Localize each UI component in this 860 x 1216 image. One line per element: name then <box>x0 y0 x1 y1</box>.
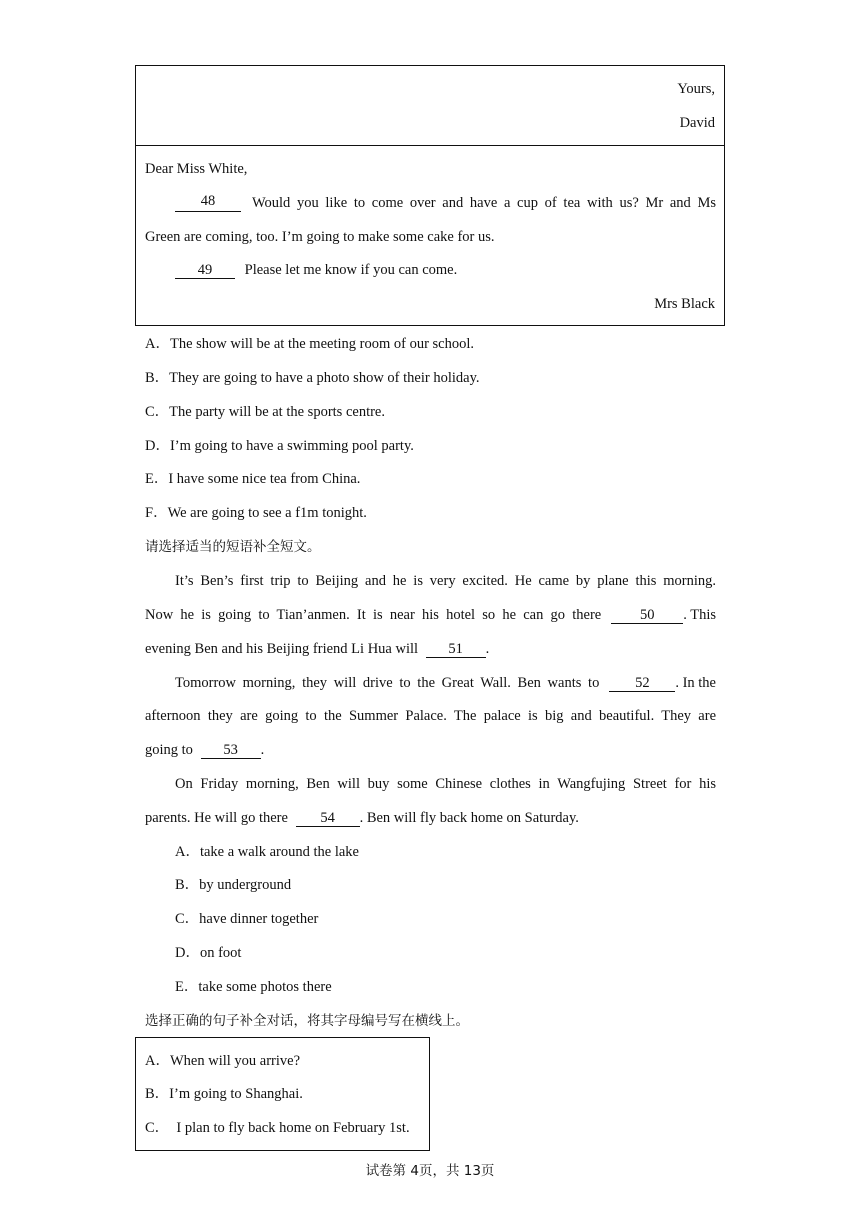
option-b-2: B．by underground <box>175 877 292 893</box>
letter-text-3: Please let me know if you can come. <box>244 262 458 278</box>
option-e-2: E．take some photos there <box>175 979 332 995</box>
blank-53[interactable]: 53 <box>201 743 261 759</box>
passage-text: going to <box>145 742 193 758</box>
option-f-1: F．We are going to see a f1m tonight. <box>145 505 367 521</box>
passage-p2-line1 <box>175 674 716 692</box>
passage-text: . <box>260 742 265 758</box>
option-c-1: C．The party will be at the sports centre. <box>145 404 385 420</box>
blank-50[interactable]: 50 <box>611 608 683 624</box>
option-a-1: A．The show will be at the meeting room of our school. <box>145 336 475 352</box>
passage-text: parents. He will go there <box>145 810 288 826</box>
blank-49[interactable]: 49 <box>175 263 235 279</box>
option-d-2: D．on foot <box>175 945 242 961</box>
passage-p1-line2 <box>145 606 716 624</box>
passage-p1-line3 <box>145 640 489 658</box>
option-d-1: D．I’m going to have a swimming pool party. <box>145 438 414 454</box>
passage-p2-line2: afternoon they are going to the Summer Palace. The palace is big and beautiful. They are <box>145 708 716 724</box>
passage-p2-line3 <box>145 741 264 759</box>
passage-text: . Ben will fly back home on Saturday. <box>359 810 579 826</box>
letter-closing: Yours, <box>677 81 715 97</box>
passage-text: . In the <box>675 675 716 691</box>
option-a-2: A．take a walk around the lake <box>175 844 359 860</box>
letter-line-2: Green are coming, too. I’m going to make some cake for us. <box>145 229 495 245</box>
letter-box-david <box>135 65 725 146</box>
letter-line-1 <box>175 194 716 212</box>
option-b-3: B．I’m going to Shanghai. <box>145 1086 303 1102</box>
blank-48[interactable]: 48 <box>175 194 241 212</box>
letter-signature-david: David <box>679 115 715 131</box>
blank-51[interactable]: 51 <box>426 642 486 658</box>
passage-text: . <box>485 641 490 657</box>
passage-text: Tomorrow morning, they will drive to the Great Wall. Ben wants to <box>175 675 600 691</box>
instruction-dialogue: 选择正确的句子补全对话，将其字母编号写在横线上。 <box>145 1013 469 1029</box>
letter-line-3 <box>175 261 457 279</box>
option-c-3: C． I plan to fly back home on February 1st. <box>145 1120 410 1136</box>
option-e-1: E．I have some nice tea from China. <box>145 471 361 487</box>
passage-text: evening Ben and his Beijing friend Li Hua will <box>145 641 419 657</box>
letter-text-1: Would you like to come over and have a cup of tea with us? Mr and Ms <box>252 195 716 211</box>
option-b-1: B．They are going to have a photo show of their holiday. <box>145 370 480 386</box>
passage-p3-line2 <box>145 809 579 827</box>
page-footer: 试卷第 4页，共 13页 <box>365 1163 495 1179</box>
passage-p3-line1: On Friday morning, Ben will buy some Chinese clothes in Wangfujing Street for his <box>175 776 716 792</box>
passage-text: Now he is going to Tian’anmen. It is near his hotel so he can go there <box>145 607 602 623</box>
option-a-3: A．When will you arrive? <box>145 1053 301 1069</box>
letter-signature-mrs-black: Mrs Black <box>654 296 715 312</box>
passage-text: . This <box>683 607 716 623</box>
blank-52[interactable]: 52 <box>609 676 675 692</box>
option-c-2: C．have dinner together <box>175 911 319 927</box>
letter-greeting: Dear Miss White, <box>145 161 248 177</box>
instruction-phrases: 请选择适当的短语补全短文。 <box>145 539 321 555</box>
passage-p1-line1: It’s Ben’s first trip to Beijing and he is very excited. He came by plane this morning. <box>175 573 716 589</box>
blank-54[interactable]: 54 <box>296 811 360 827</box>
